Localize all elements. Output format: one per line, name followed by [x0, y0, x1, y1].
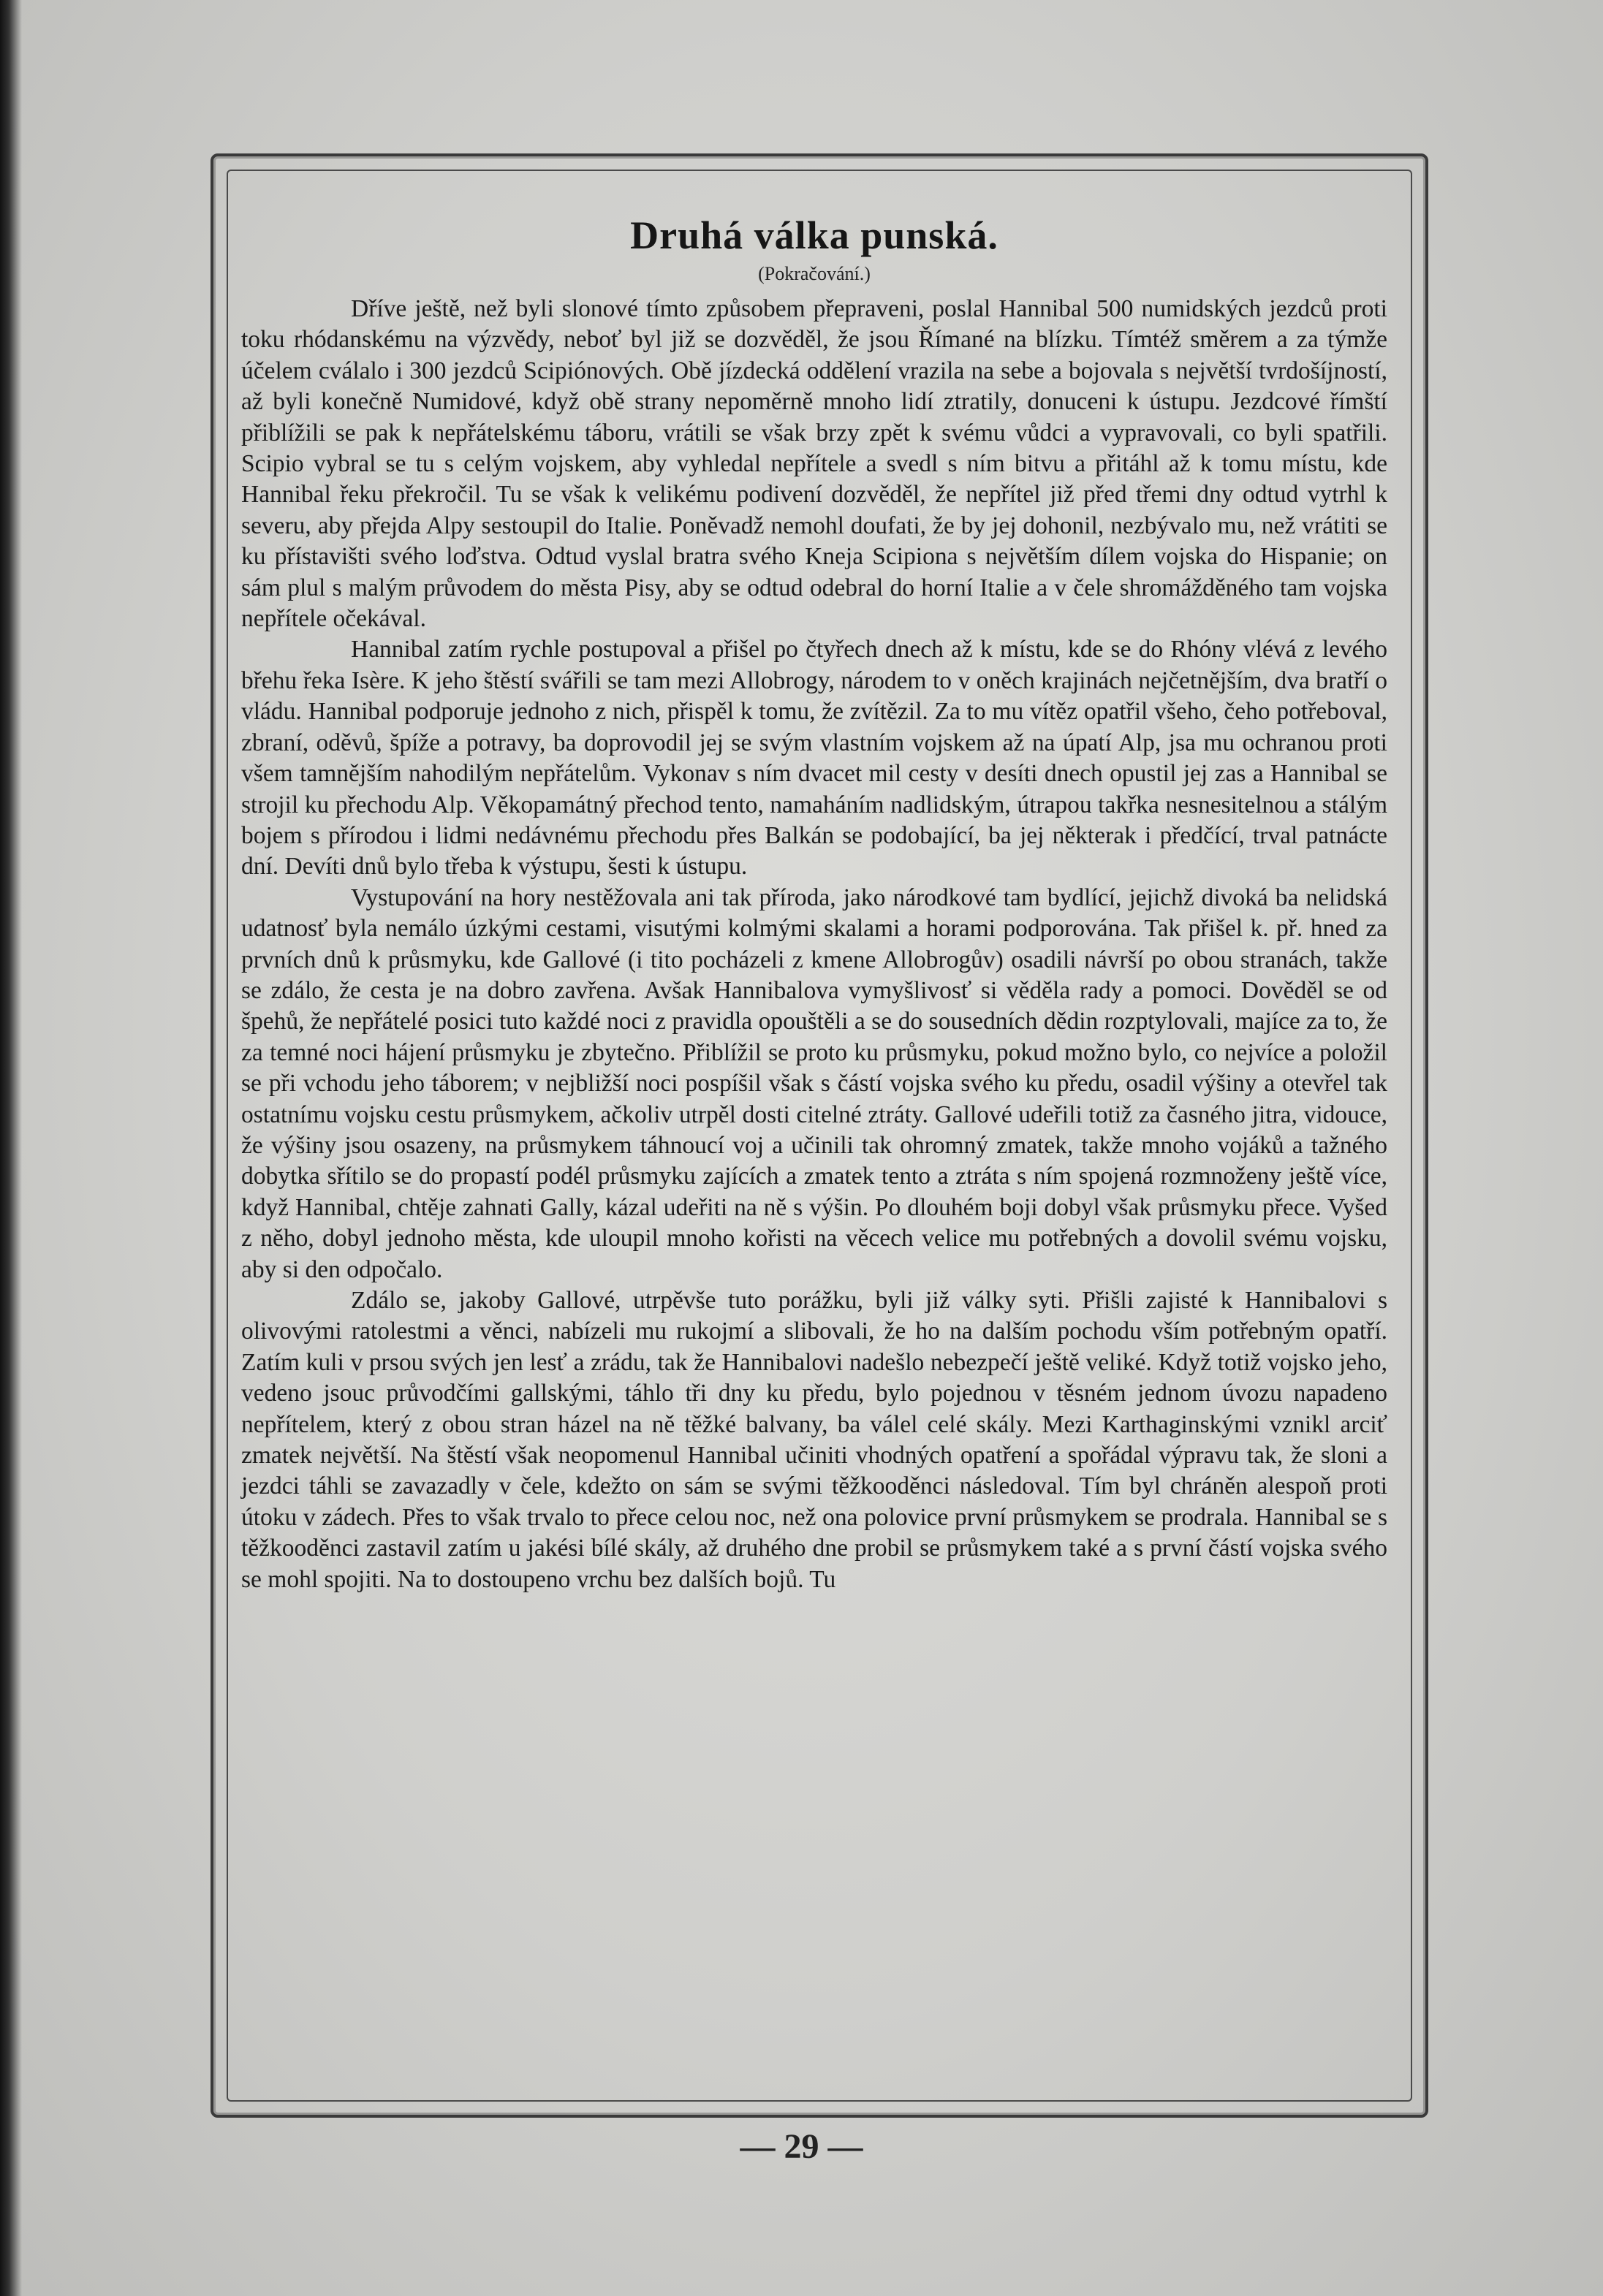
paragraph-1: Dříve ještě, než byli slonové tímto způsobem přepraveni, poslal Hannibal 500 numidských jezdců proti toku rhódanskému na výzvědy, neboť byl již se dozvěděl, že jsou Římané na blízku. Tímtéž směrem a za týmže účelem cválalo i 300 jezdců Scipiónových. Obě jízdecká oddělení vrazila na sebe a bojovala s největší tvrdošíjností, až byli konečně Numidové, když obě strany nepoměrně mnoho lidí ztratily, donuceni k ústupu. Jezdcové římští přiblížili se pak k nepřátelskému táboru, vrátili se však brzy zpět k svému vůdci a vypravovali, co byli spatřili. Scipio vybral se tu s celým vojskem, aby vyhledal nepřítele a svedl s ním bitvu a přitáhl až k tomu místu, kde Hannibal řeku překročil. Tu se však k velikému podivení dozvěděl, že nepřítel již před třemi dny odtud vytrhl k severu, aby přejda Alpy sestoupil do Italie. Poněvadž nemohl doufati, že by jej dohonil, nezbývalo mu, než vrátiti se ku přístavišti svého loďstva. Odtud vyslal bratra svého Kneja Scipiona s největším dílem vojska do Hispanie; on sám plul s malým průvodem do města Pisy, aby se odtud odebral do horní Italie a v čele shromážděného tam vojska nepřítele očekával.	[241, 295, 1387, 633]
paragraph-4: Zdálo se, jakoby Gallové, utrpěvše tuto porážku, byli již války syti. Přišli zajisté k Hannibalovi s olivovými ratolestmi a věnci, nabízeli mu rukojmí a slibovali, že ho na dalším pochodu vším potřebným opatří. Zatím kuli v prsou svých jen lesť a zrádu, tak že Hannibalovi nadešlo nebezpečí ještě veliké. Když totiž vojsko jeho, vedeno jsouc průvodčími gallskými, táhlo tři dny ku předu, bylo pojednou v těsném jednom úvozu napadeno nepřítelem, který z obou stran házel na ně těžké balvany, ba válel celé skály. Mezi Karthaginskými vznikl arciť zmatek největší. Na štěstí však neopomenul Hannibal učiniti vhodných opatření a spořádal výpravu tak, že sloni a jezdci táhli se zavazadly v čele, kdežto on sám se svými těžkooděnci následoval. Tím byl chráněn alespoň proti útoku v zádech. Přes to však trvalo to přece celou noc, než ona polovice první průsmykem se prodrala. Hannibal se s těžkooděnci zastavil zatím u jakési bílé skály, až druhého dne probil se průsmykem také a s první částí vojska svého se mohl spojiti. Na to dostoupeno vrchu bez dalších bojů. Tu	[241, 1287, 1387, 1593]
binding-edge	[0, 0, 22, 2296]
article-title: Druhá válka punská.	[630, 213, 998, 257]
page-number: — 29 —	[740, 2127, 863, 2166]
article-body	[241, 212, 1387, 1595]
paragraph-3: Vystupování na hory nestěžovala ani tak příroda, jako národkové tam bydlící, jejichž divoká ba nelidská udatnosť byla nemálo úzkými cestami, visutými kolmými skalami a horami podporována. Tak přišel k. př. hned za prvních dnů k průsmyku, kde Gallové (i tito pocházeli z kmene Allobrogův) osadili návrší po obou stranách, takže se zdálo, že cesta je na dobro zavřena. Avšak Hannibalova vymyšlivosť si věděla rady a pomoci. Dověděl se od špehů, že nepřátelé posici tuto každé noci z pravidla opouštěli a se do sousedních dědin rozptylovali, majíce za to, že za temné noci hájení průsmyku je zbytečno. Přiblížil se proto ku průsmyku, pokud možno bylo, co nejvíce a položil se při vchodu jeho táborem; v nejbližší noci pospíšil však s částí vojska svého ku předu, osadil výšiny a otevřel tak ostatnímu vojsku cestu průsmykem, ačkoliv utrpěl dosti citelné ztráty. Gallové udeřili totiž za časného jitra, vidouce, že výšiny jsou osazeny, na průsmykem táhnoucí voj a učinili tak ohromný zmatek, takže mnoho vojáků a tažného dobytka sřítilo se do propastí podél průsmyku zajících a zmatek tento a ztráta s ním spojená rozmnoženy ještě více, když Hannibal, chtěje zahnati Gally, kázal udeřiti na ně s výšin. Po dlouhém boji dobyl však průsmyku přece. Vyšed z něho, dobyl jednoho města, kde uloupil mnoho kořisti na věcech velice mu potřebných a dovolil svému vojsku, aby si den odpočalo.	[241, 883, 1387, 1283]
article-subtitle: (Pokračování.)	[758, 263, 871, 284]
paragraph-2: Hannibal zatím rychle postupoval a přišel po čtyřech dnech až k místu, kde se do Rhóny vlévá z levého břehu řeka Isère. K jeho štěstí svářili se tam mezi Allobrogy, národem to v oněch krajinách nejčetnějším, dva bratří o vládu. Hannibal podporuje jednoho z nich, přispěl k tomu, že zvítězil. Za to mu vítěz opatřil všeho, čeho potřeboval, zbraní, oděvů, špíže a potravy, ba doprovodil jej se svým vlastním vojskem až na úpatí Alp, jsa mu ochranou proti všem tamnějším nahodilým nepřátelům. Vykonav s ním dvacet mil cesty v desíti dnech opustil jej zas a Hannibal se strojil ku přechodu Alp. Věkopamátný přechod tento, namaháním nadlidským, útrapou takřka nesnesitelnou a stálým bojem s přírodou i lidmi nedávnému přechodu přes Balkán se podobající, ba jej některak i předčící, trval patnácte dní. Devíti dnů bylo třeba k výstupu, šesti k ústupu.	[241, 636, 1387, 881]
